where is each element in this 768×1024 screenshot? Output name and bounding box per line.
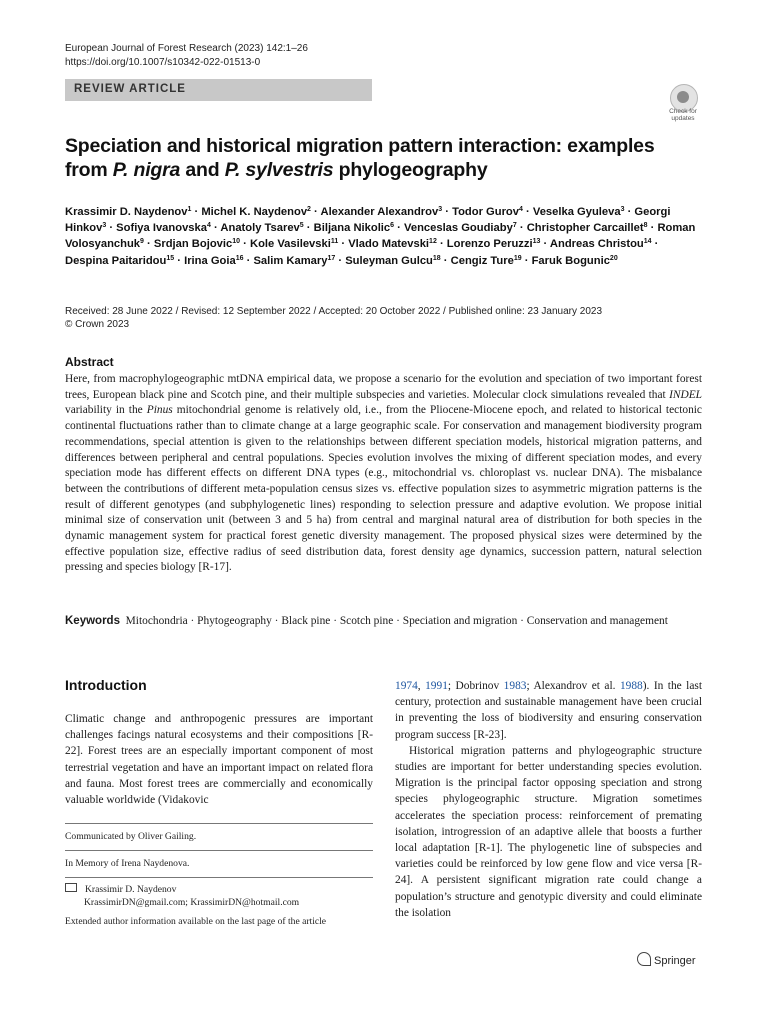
citation-link[interactable]: 1983 bbox=[503, 680, 527, 692]
author-name: Cengiz Ture bbox=[450, 254, 514, 267]
author-entry[interactable] bbox=[404, 222, 517, 234]
author-entry[interactable] bbox=[451, 255, 522, 267]
author-affiliation: 20 bbox=[609, 254, 618, 262]
author-affiliation: 10 bbox=[232, 238, 241, 246]
author-entry[interactable] bbox=[65, 255, 174, 267]
author-name: Faruk Bogunic bbox=[531, 254, 610, 267]
author-affiliation: 17 bbox=[327, 254, 336, 262]
intro-paragraph-2: Historical migration patterns and phylogeographic structure studies are important for better understanding species evolution. Migration is the principal factor opposing speciation and strong species phylogeographic structure. Migration sometimes accelerates the speciation process: reinforcement of premating isolation, introgression of an adaptive allele that boosts a further local adaptation [R-1]. The phylogenetic line of subspecies and varieties could be reinforced by low gene flow and vice versa [R-24]. A persistent significant migration rate could change a population’s structure and genotypic diversity and could eliminate the isolation bbox=[395, 744, 702, 919]
author-entry[interactable] bbox=[220, 222, 303, 234]
introduction-right-column bbox=[395, 678, 702, 921]
contact-emails[interactable]: KrassimirDN@gmail.com; KrassimirDN@hotmail.com bbox=[84, 897, 300, 908]
author-name: Despina Paitaridou bbox=[65, 254, 167, 267]
author-affiliation: 1 bbox=[187, 206, 192, 213]
author-entry[interactable] bbox=[447, 238, 541, 250]
memorial-note: In Memory of Irena Naydenova. bbox=[65, 858, 190, 869]
article-title bbox=[65, 134, 665, 182]
check-for-updates-badge[interactable] bbox=[664, 84, 702, 124]
author-entry[interactable] bbox=[348, 238, 437, 250]
envelope-icon bbox=[65, 883, 77, 892]
title-line-2: from P. nigra and P. sylvestris phylogeography bbox=[65, 159, 488, 181]
citation-link[interactable]: 1974 bbox=[395, 680, 418, 692]
author-entry[interactable] bbox=[345, 255, 440, 267]
abstract-heading: Abstract bbox=[65, 355, 114, 369]
author-affiliation: 8 bbox=[643, 222, 648, 230]
title-line-1: Speciation and historical migration pattern interaction: examples bbox=[65, 135, 655, 157]
check-for-updates-label: Check for updates bbox=[669, 108, 697, 122]
author-entry[interactable] bbox=[532, 255, 618, 267]
extended-author-info: Extended author information available on the last page of the article bbox=[65, 916, 327, 927]
article-type-band bbox=[65, 79, 372, 101]
contact-name: Krassimir D. Naydenov bbox=[85, 884, 177, 895]
author-name: Vlado Matevski bbox=[348, 238, 430, 251]
author-affiliation: 4 bbox=[519, 206, 523, 213]
author-affiliation: 19 bbox=[513, 254, 522, 262]
species-name-sylvestris: P. sylvestris bbox=[224, 159, 334, 181]
introduction-left-column bbox=[65, 711, 373, 808]
author-entry[interactable] bbox=[253, 255, 335, 267]
species-name-nigra: P. nigra bbox=[112, 159, 181, 181]
author-affiliation: 9 bbox=[140, 238, 144, 246]
author-affiliation: 12 bbox=[429, 238, 437, 246]
author-affiliation: 3 bbox=[102, 222, 107, 230]
keywords-text: Mitochondria · Phytogeography · Black pine · Scotch pine · Speciation and migration · Conservation and management bbox=[125, 615, 668, 627]
copyright-line: © Crown 2023 bbox=[65, 319, 130, 330]
author-name: Srdjan Bojovic bbox=[153, 238, 233, 251]
pinus-term: Pinus bbox=[146, 404, 173, 417]
keywords-label: Keywords bbox=[65, 615, 120, 627]
author-affiliation: 13 bbox=[532, 238, 541, 246]
author-affiliation: 14 bbox=[643, 238, 652, 246]
author-entry[interactable] bbox=[184, 255, 243, 267]
keywords bbox=[65, 614, 702, 630]
publication-dates bbox=[65, 305, 602, 331]
author-affiliation: 16 bbox=[235, 254, 244, 262]
author-entry[interactable] bbox=[533, 206, 625, 218]
corresponding-author bbox=[65, 883, 373, 909]
author-affiliation: 5 bbox=[299, 222, 304, 230]
author-affiliation: 15 bbox=[166, 254, 175, 262]
citation-link[interactable]: 1988 bbox=[619, 680, 643, 692]
author-entry[interactable] bbox=[452, 206, 523, 218]
author-entry[interactable] bbox=[550, 238, 652, 250]
author-entry[interactable] bbox=[201, 206, 311, 218]
author-name: Suleyman Gulcu bbox=[345, 254, 433, 267]
communicated-by: Communicated by Oliver Gailing. bbox=[65, 831, 197, 842]
author-name: Michel K. Naydenov bbox=[201, 206, 308, 218]
doi-link[interactable]: https://doi.org/10.1007/s10342-022-01513-0 bbox=[65, 57, 261, 68]
article-type-label: REVIEW ARTICLE bbox=[74, 83, 186, 95]
author-name: Lorenzo Peruzzi bbox=[446, 238, 533, 251]
author-name: Andreas Christou bbox=[549, 238, 644, 251]
citation-link[interactable]: 1991 bbox=[425, 680, 448, 692]
author-affiliation: 3 bbox=[438, 206, 443, 213]
author-entry[interactable] bbox=[527, 222, 648, 234]
author-name: Veselka Gyuleva bbox=[532, 206, 621, 218]
author-name: Todor Gurov bbox=[452, 206, 519, 218]
author-name: Irina Goia bbox=[184, 254, 236, 267]
intro-paragraph-1-cont: 1974, 1991; Dobrinov 1983; Alexandrov et al. 1988). In the last century, protection and sustainable management have been crucial in preventing the loss of biodiversity and ensuring conservation program success [R-23]. bbox=[395, 680, 702, 741]
author-name: Christopher Carcaillet bbox=[526, 222, 644, 235]
author-name: Roman Volosyanchuk bbox=[65, 222, 696, 251]
footnote-divider bbox=[65, 850, 373, 851]
introduction-heading: Introduction bbox=[65, 677, 147, 693]
indel-term: INDEL bbox=[669, 388, 702, 401]
author-entry[interactable] bbox=[320, 206, 442, 218]
author-affiliation: 7 bbox=[512, 222, 517, 230]
author-list: Krassimir D. Naydenov$^1$ · Michel K. Naydenov$^2$ · Alexander Alexandrov$^3$ · Todor Gurov$^4$ · Veselka Gyuleva$^3$ · Georgi Hinkov$^3$ · Sofiya Ivanovska$^4$ · Anatoly Tsarev$^5$ · Biljana Nikolic$^6$ · Venceslas Goudiaby$^7$ · Christopher Carcaillet$^8$ · Roman Volosyanchuk$^9$ · Srdjan Bojovic$^{10}$ · Kole Vasilevski$^{11}$ · Vlado Matevski$^{12}$ · Lorenzo Peruzzi$^{13}$ · Andreas Christou$^{14}$ · Despina Paitaridou$^{15}$ · Irina Goia$^{16}$ · Salim Kamary$^{17}$ · Suleyman Gulcu$^{18}$ · Cengiz Ture$^{19}$ · Faruk Bogunic$^{20}$ bbox=[65, 206, 696, 267]
dates-line: Received: 28 June 2022 / Revised: 12 September 2022 / Accepted: 20 October 2022 / Published online: 23 January 2023 bbox=[65, 306, 603, 317]
author-affiliation: 18 bbox=[432, 254, 441, 262]
author-entry[interactable] bbox=[116, 222, 211, 234]
author-name: Venceslas Goudiaby bbox=[404, 222, 513, 235]
intro-paragraph-1: Climatic change and anthropogenic pressures are important challenges facings natural ecosystems and their compositions [R-22]. Forest trees are an especially important component of most terrestrial vegetation and have an important impact on related flora and fauna. Most forest trees are commercially and economically valuable worldwide (Vidakovic bbox=[65, 713, 373, 807]
author-affiliation: 2 bbox=[307, 206, 311, 213]
author-affiliation: 3 bbox=[620, 206, 625, 213]
footnote-divider bbox=[65, 877, 373, 878]
author-entry[interactable] bbox=[250, 238, 338, 250]
author-affiliation: 6 bbox=[390, 222, 395, 230]
author-name: Krassimir D. Naydenov bbox=[65, 206, 188, 218]
author-affiliation: 4 bbox=[206, 222, 211, 230]
author-name: Georgi Hinkov bbox=[65, 206, 671, 235]
journal-citation: European Journal of Forest Research (2023) 142:1–26 bbox=[65, 43, 308, 54]
publisher-logo bbox=[637, 952, 696, 967]
author-name: Biljana Nikolic bbox=[313, 222, 391, 235]
footnote-divider bbox=[65, 823, 373, 824]
author-entry[interactable] bbox=[154, 238, 240, 250]
author-affiliation: 11 bbox=[330, 238, 339, 246]
author-name: Salim Kamary bbox=[253, 254, 328, 267]
author-entry[interactable] bbox=[65, 206, 191, 218]
author-name: Kole Vasilevski bbox=[249, 238, 331, 251]
author-name: Alexander Alexandrov bbox=[320, 206, 439, 218]
abstract-text: Here, from macrophylogeographic mtDNA empirical data, we propose a scenario for the evolution and speciation of two important forest trees, European black pine and Scotch pine, and their multiple subspecies and varieties. Molecular clock simulations revealed that INDEL variability in the Pinus mitochondrial genome is relatively old, i.e., from the Pliocene-Miocene epoch, and related to historical tectonic continental fluctuations rather than to climate change at a large geographic scale. For conservation and management biodiversity program recommendations, special attention is given to the relationships between different speciation models, historical migration patterns, and differences between peripheral and central populations. Species evolution involves the mixing of different speciation modes, and every speciation mode has different effects on different DNA types (e.g., mitochondrial vs. chloroplast vs. nuclear DNA). The misbalance between the contributions of different meta-population census sizes vs. effective population sizes to asymmetric migration patterns is the result of different genotypes (and subphylogenetic lines) responding to selection pressure and adaptive evolution. We propose initial minimal size of conservation unit (between 3 and 5 ha) from central and marginal natural area of distribution for both species in the dynamic management system for practical forest genetic diversity management. The proposed physical sizes were determined by the effective population size, effective radius of seed distribution data, forest density age dynamics, succession pattern, natural selection pressing and species biology [R-17]. bbox=[65, 373, 702, 574]
springer-horse-icon bbox=[637, 952, 651, 966]
author-name: Sofiya Ivanovska bbox=[116, 222, 207, 235]
author-name: Anatoly Tsarev bbox=[220, 222, 300, 235]
publisher-name: Springer bbox=[654, 955, 696, 967]
author-entry[interactable] bbox=[314, 222, 394, 234]
